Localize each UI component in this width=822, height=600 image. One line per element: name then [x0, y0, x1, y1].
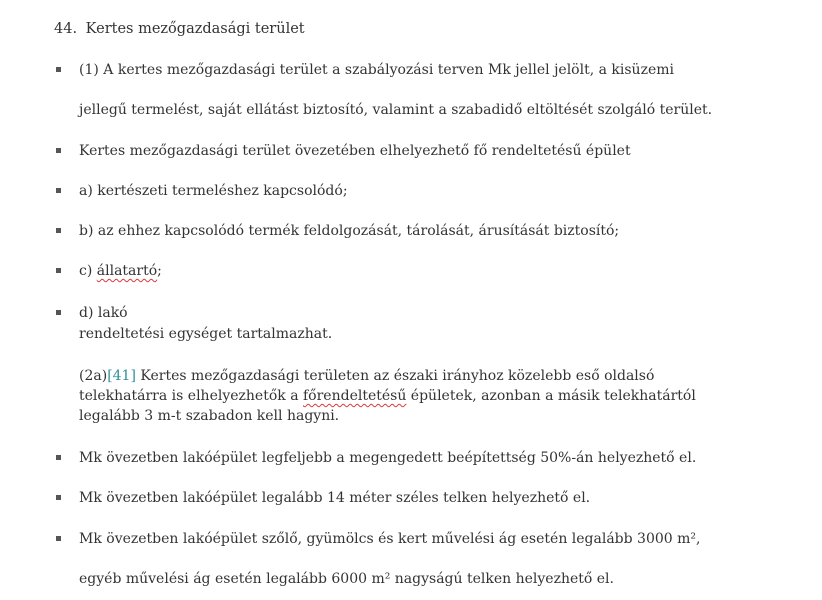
- paragraph-2a-line-2: [79, 387, 696, 405]
- paragraph-5-line-1: Mk övezetben lakóépület szőlő, gyümölcs és kert művelési ág esetén legalább 3000 m²,: [79, 531, 701, 547]
- list-item-c-prefix: c): [79, 263, 97, 279]
- paragraph-4: Mk övezetben lakóépület legalább 14 méter széles telken helyezhető el.: [79, 490, 591, 506]
- list-item-d-line-2: rendeltetési egységet tartalmazhat.: [79, 326, 333, 342]
- list-item-c-suffix: ;: [157, 263, 162, 279]
- bullet-marker: [56, 495, 61, 500]
- bullet-marker: [56, 455, 61, 460]
- paragraph-2a-line-3: legalább 3 m-t szabadon kell hagyni.: [79, 408, 340, 424]
- section-title: Kertes mezőgazdasági terület: [85, 21, 305, 37]
- spellcheck-word: főrendeltetésű: [303, 388, 407, 404]
- bullet-marker: [56, 268, 61, 273]
- bullet-marker: [56, 536, 61, 541]
- paragraph-2a-line-2-pre: telekhatárra is elhelyezhetők a: [79, 388, 303, 404]
- paragraph-2: Kertes mezőgazdasági terület övezetében elhelyezhető fő rendeltetésű épület: [79, 143, 631, 159]
- bullet-marker: [56, 310, 61, 315]
- paragraph-2a-line-1-text: Kertes mezőgazdasági területen az északi irányhoz közelebb eső oldalsó: [135, 368, 655, 384]
- paragraph-2a-line-2-post: épületek, azonban a másik telekhatártól: [406, 388, 696, 404]
- spellcheck-word: állatartó: [96, 263, 158, 279]
- paragraph-5-line-2: egyéb művelési ág esetén legalább 6000 m² nagyságú telken helyezhető el.: [79, 571, 614, 587]
- section-number: 44.: [54, 21, 78, 37]
- footnote-reference-link[interactable]: [41]: [107, 368, 136, 384]
- list-item-d-line-1: d) lakó: [79, 305, 128, 321]
- paragraph-2a-prefix: (2a): [79, 368, 108, 384]
- bullet-marker: [56, 188, 61, 193]
- list-item-a: a) kertészeti termeléshez kapcsolódó;: [79, 183, 348, 199]
- section-heading: [54, 20, 305, 38]
- paragraph-1-line-2: jellegű termelést, saját ellátást biztosító, valamint a szabadidő eltöltését szolgáló terület.: [79, 102, 713, 118]
- list-item-c: [79, 262, 162, 280]
- bullet-marker: [56, 228, 61, 233]
- paragraph-2a-line-1: [79, 367, 654, 385]
- bullet-marker: [56, 148, 61, 153]
- bullet-marker: [56, 67, 61, 72]
- list-item-b: b) az ehhez kapcsolódó termék feldolgozását, tárolását, árusítását biztosító;: [79, 223, 620, 239]
- paragraph-3: Mk övezetben lakóépület legfeljebb a megengedett beépítettség 50%-án helyezhető el.: [79, 450, 697, 466]
- paragraph-1-line-1: (1) A kertes mezőgazdasági terület a szabályozási terven Mk jellel jelölt, a kisüzemi: [79, 62, 674, 78]
